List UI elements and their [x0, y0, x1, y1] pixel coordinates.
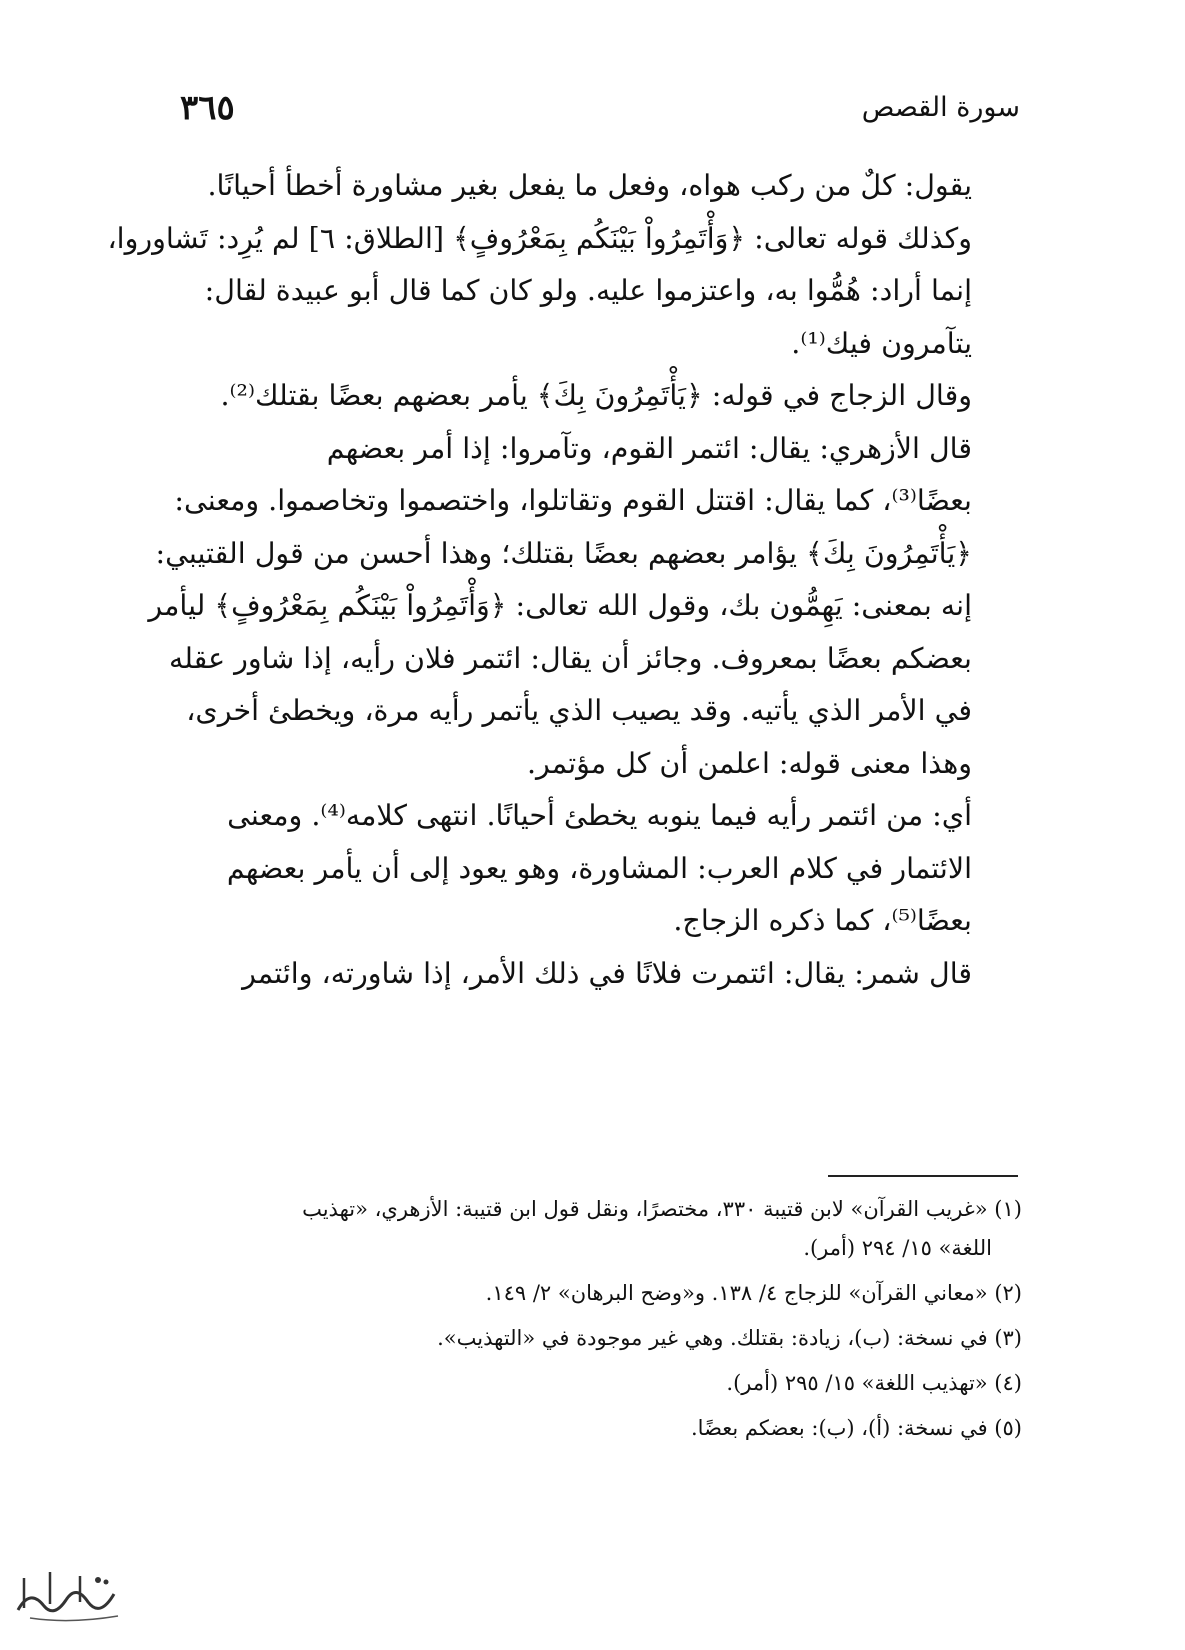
text-line: ﴿يَأْتَمِرُونَ بِكَ﴾ يؤامر بعضهم بعضًا بقتلك؛ وهذا أحسن من قول القتيبي: [155, 536, 972, 570]
text-line: وقال الزجاج في قوله: ﴿يَأْتَمِرُونَ بِكَ﴾ يأمر بعضهم بعضًا بقتلك⁽²⁾. [220, 379, 972, 412]
footnote-line: (٢) «معاني القرآن» للزجاج ٤/ ١٣٨. و«وضح البرهان» ٢/ ١٤٩. [485, 1281, 1022, 1305]
footnote-line: (١) «غريب القرآن» لابن قتيبة ٣٣٠، مختصرًا، ونقل قول ابن قتيبة: الأزهري، «تهذيب [302, 1197, 1022, 1221]
page-number: ٣٦٥ [180, 88, 235, 128]
footnote [128, 1190, 1022, 1268]
text-line: أي: من ائتمر رأيه فيما ينوبه يخطئ أحيانًا. انتهى كلامه⁽⁴⁾. ومعنى [227, 799, 972, 832]
text-line: إنه بمعنى: يَهِمُّون بك، وقول الله تعالى: ﴿وَأْتَمِرُواْ بَيْنَكُم بِمَعْرُوفٍ﴾ ليأمر [148, 589, 972, 622]
footnote-line: اللغة» ١٥/ ٢٩٤ (أمر). [803, 1236, 992, 1260]
paragraph [107, 160, 1022, 370]
paragraph [128, 423, 1022, 791]
surah-title: سورة القصص [861, 92, 1020, 123]
footnote-line: (٤) «تهذيب اللغة» ١٥/ ٢٩٥ (أمر). [726, 1371, 1022, 1395]
text-line: وكذلك قوله تعالى: ﴿وَأْتَمِرُواْ بَيْنَكُم بِمَعْرُوفٍ﴾ [الطلاق: ٦] لم يُرِد: تَشاوروا، [107, 221, 972, 255]
text-line: بعضًا⁽³⁾، كما يقال: اقتتل القوم وتقاتلوا، واختصموا وتخاصموا. ومعنى: [174, 484, 972, 517]
footnote-line: (٣) في نسخة: (ب)، زيادة: بقتلك. وهي غير موجودة في «التهذيب». [437, 1326, 1022, 1350]
paragraph [128, 370, 1022, 423]
footnote-line: (٥) في نسخة: (أ)، (ب): بعضكم بعضًا. [691, 1416, 1022, 1440]
text-line: قال الأزهري: يقال: ائتمر القوم، وتآمروا: إذا أمر بعضهم [326, 431, 972, 465]
paragraph [128, 790, 1022, 948]
footnote [128, 1274, 1022, 1313]
paragraph [128, 948, 1022, 1001]
footnote [128, 1319, 1022, 1358]
text-line: يقول: كلٌ من ركب هواه، وفعل ما يفعل بغير مشاورة أخطأ أحيانًا. [207, 169, 972, 202]
text-line: الائتمار في كلام العرب: المشاورة، وهو يعود إلى أن يأمر بعضهم [226, 851, 972, 885]
footnote [128, 1409, 1022, 1448]
text-line: في الأمر الذي يأتيه. وقد يصيب الذي يأتمر رأيه مرة، ويخطئ أخرى، [186, 694, 972, 727]
text-line: يتآمرون فيك⁽¹⁾. [791, 326, 972, 360]
footnote-divider [828, 1175, 1018, 1177]
main-text [107, 160, 1022, 1000]
text-line: بعضكم بعضًا بمعروف. وجائز أن يقال: ائتمر فلان رأيه، إذا شاور عقله [168, 641, 972, 675]
text-line: قال شمر: يقال: ائتمرت فلانًا في ذلك الأمر، إذا شاورته، وائتمر [242, 956, 972, 990]
publisher-calligraphy-logo-icon [10, 1558, 130, 1628]
logo-graphic [10, 1558, 130, 1628]
footnote [128, 1364, 1022, 1403]
text-line: إنما أراد: هُمُّوا به، واعتزموا عليه. ولو كان كما قال أبو عبيدة لقال: [204, 274, 972, 307]
page-header [180, 88, 1020, 138]
text-line: بعضًا⁽⁵⁾، كما ذكره الزجاج. [673, 904, 972, 937]
text-line: وهذا معنى قوله: اعلمن أن كل مؤتمر. [526, 746, 972, 780]
footnotes [128, 1190, 1022, 1454]
